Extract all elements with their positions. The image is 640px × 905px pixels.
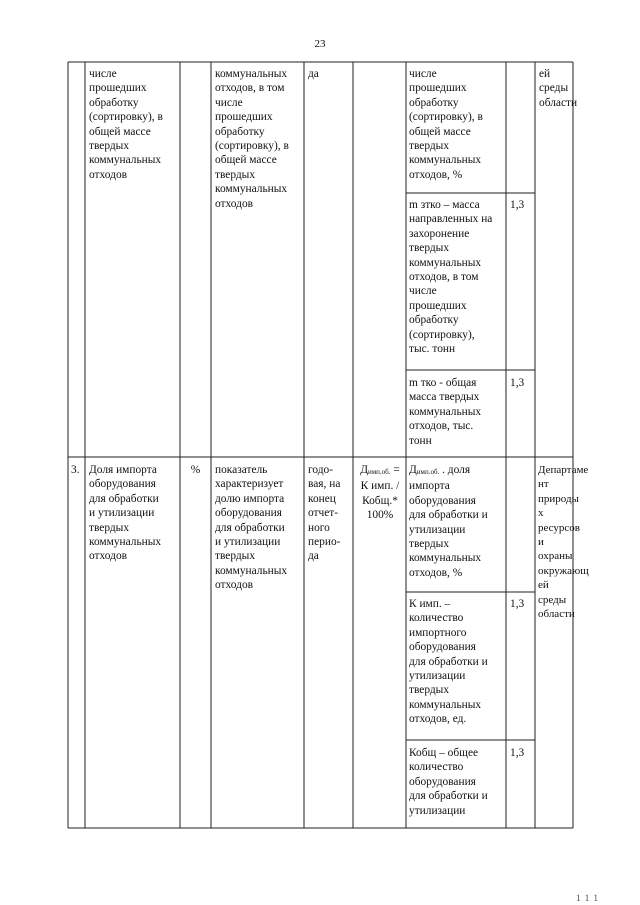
page-number: 23: [314, 38, 326, 50]
row3-periodicity: годо- вая, на конец отчет- ного перио- да: [308, 464, 341, 563]
row3-variable-2-source: 1,3: [510, 598, 525, 610]
row3-formula-prefix: Д: [360, 464, 368, 476]
continued-responsible: ей среды области: [539, 68, 578, 109]
continued-indicator-name: числе прошедших обработку (сортировку), в общей массе твердых коммунальных отходов: [89, 68, 163, 181]
row3-variable-1-subscript: имп.об.: [416, 468, 440, 476]
continued-description: коммунальных отходов, в том числе прошедших обработку (сортировку), в общей массе твердых коммунальных отходов: [215, 68, 289, 210]
row3-variable-1-prefix: Д: [409, 464, 417, 476]
row3-formula-subscript: имп.об.: [368, 468, 391, 476]
row3-number: 3.: [71, 464, 80, 476]
row3-variable-1: [409, 463, 505, 580]
row3-variable-3: Кобщ – общее количество оборудования для обработки и утилизации: [409, 747, 488, 817]
continued-variable-2-source: 1,3: [510, 199, 525, 211]
continued-variable-2: m зтко – масса направленных на захоронение твердых коммунальных отходов, в том числе прошедших обработку (сортировку), тыс. тонн: [409, 199, 493, 356]
continued-variable-3: m тко - общая масса твердых коммунальных отходов, тыс. тонн: [409, 377, 482, 447]
row3-indicator-name: Доля импорта оборудования для обработки и утилизации твердых коммунальных отходов: [89, 464, 162, 563]
row3-description: показатель характеризует долю импорта оборудования для обработки и утилизации твердых коммунальных отходов: [215, 464, 288, 592]
continued-variable-1: числе прошедших обработку (сортировку), в общей массе твердых коммунальных отходов, %: [409, 68, 483, 181]
continued-variable-3-source: 1,3: [510, 377, 525, 389]
row3-variable-2: К имп. – количество импортного оборудования для обработки и утилизации твердых коммунальных отходов, ед.: [409, 598, 488, 726]
footer-mark: 1 1 1: [576, 893, 599, 903]
row3-formula: [354, 463, 406, 523]
continued-periodicity: да: [308, 68, 319, 80]
row3-formula-rest: = К имп. / Кобщ.* 100%: [360, 464, 400, 522]
row3-variable-1-text: . доля импорта оборудования для обработки и утилизации твердых коммунальных отходов, %: [409, 464, 488, 579]
row3-unit: %: [190, 464, 201, 476]
row3-variable-3-source: 1,3: [510, 747, 525, 759]
row3-responsible: Департаме нт природы х ресурсов и охраны окружающ ей среды области: [538, 464, 589, 621]
